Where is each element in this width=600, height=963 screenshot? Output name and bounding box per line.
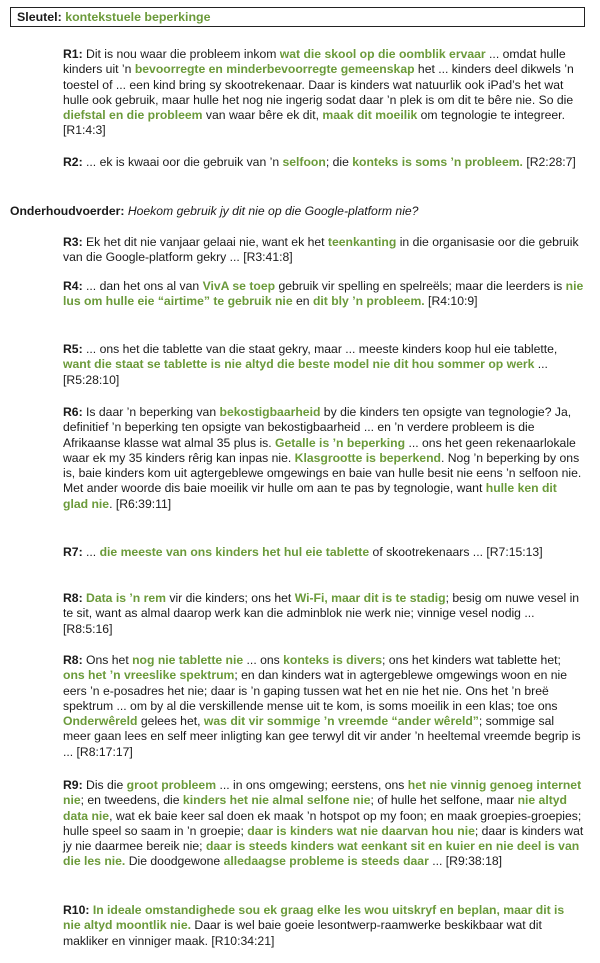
response-id: R1: <box>63 47 83 61</box>
highlighted-phrase: ons het ’n vreeslike spektrum <box>63 668 235 683</box>
response-text: het ... kinders deel dikwels ’n toestel of ... een kind bring sy skootrekenaar. Daar is kinders wat natuurlik ook iPad’s het wat hulle ook gebruik, maar hulle het nog nie ingerig sodat daar ’n plek is om dit te bêre nie. So die <box>63 62 574 107</box>
highlighted-phrase: Getalle is ’n beperking <box>275 435 406 450</box>
highlighted-phrase: het nie vinnig genoeg internet nie <box>63 778 582 808</box>
response-text: . [R6:39:11] <box>109 496 172 511</box>
key-title: kontekstuele beperkinge <box>65 10 211 24</box>
highlighted-phrase: nie altyd data nie <box>63 793 568 823</box>
response-8a <box>63 591 585 637</box>
response-6 <box>63 405 585 512</box>
highlighted-phrase: konteks is divers <box>283 653 383 667</box>
response-id: R6: <box>63 405 83 419</box>
response-text: in die organisasie oor die gebruik van die Google-platform gekry ... [R3:41:8] <box>63 235 579 265</box>
response-text: Ek het dit nie vanjaar gelaai nie, want ek het <box>82 235 328 249</box>
response-text: van waar bêre ek dit, <box>202 108 323 123</box>
highlighted-phrase: In ideale omstandighede sou ek graag elke les wou uitskryf en beplan, maar dit is nie altyd moontlik nie. <box>63 903 565 933</box>
response-text: om tegnologie te integreer. [R1:4:3] <box>63 108 565 138</box>
interviewer-question <box>10 204 590 219</box>
response-id: R10: <box>63 903 90 917</box>
interviewer-question-text: Hoekom gebruik jy dit nie op die Google-platform nie? <box>127 204 419 218</box>
response-id: R8: <box>63 653 83 667</box>
response-1 <box>63 47 585 139</box>
response-id: R7: <box>63 545 83 559</box>
key-label: Sleutel: <box>17 10 62 24</box>
response-text: ... ons <box>243 653 284 667</box>
response-text: en <box>292 294 313 309</box>
key-header-box <box>10 7 585 27</box>
response-text: ; en dan kinders wat in agtergeblewe omgewings woon en nie eers ’n e-posadres het nie; daar is ’n gaping tussen wat het en nie het nie. Ons het ’n breë spektrum ... om by al die verskillende mense uit te kom, is soms moeilik in een klas; toe ons <box>63 668 568 713</box>
response-text: ; die <box>325 155 353 169</box>
response-text: [R2:28:7] <box>522 155 576 169</box>
highlighted-phrase: teenkanting <box>327 235 397 249</box>
response-text: ; ons het kinders wat tablette het; <box>382 653 561 667</box>
response-id: R2: <box>63 155 83 169</box>
highlighted-phrase: daar is steeds kinders wat eenkant sit en kuier en nie deel is van die les nie. <box>63 839 580 869</box>
response-text: , wat ek baie keer sal doen ek maak ’n hotspot op my foon; en maak groepies-groepies; hulle speel so saam in ’n groepie; <box>63 808 582 838</box>
highlighted-phrase: want die staat se tablette is nie altyd die beste model nie dit hou sommer op werk <box>63 357 535 372</box>
highlighted-phrase: konteks is soms ’n probleem. <box>352 155 523 169</box>
response-text: Die doodgewone <box>125 854 224 869</box>
response-text: gelees het, <box>137 714 204 729</box>
response-text: ... ek is kwaai oor die gebruik van ’n <box>82 155 283 169</box>
response-text: ... ons het die tablette van die staat gekry, maar ... meeste kinders koop hul eie tablette, <box>82 342 558 356</box>
response-text: ... dan het ons al van <box>82 279 203 293</box>
response-text: . Nog ’n beperking by ons is, baie kinders kom uit agtergeblewe omgewings en baie van hulle besit nie eens ’n selfoon nie. Met ander woorde dis baie moeilik vir hulle om aan te pas by tegnologie, want <box>63 450 582 496</box>
response-7 <box>63 545 585 560</box>
highlighted-phrase: bekostigbaarheid <box>219 405 321 419</box>
highlighted-phrase: wat die skool op die oomblik ervaar <box>279 47 486 61</box>
highlighted-phrase: nog nie tablette nie <box>132 653 244 667</box>
response-text: [R4:10:9] <box>424 294 478 309</box>
response-text: Is daar ’n beperking van <box>82 405 220 419</box>
highlighted-phrase: VivA se toep <box>202 279 276 293</box>
response-text: Ons het <box>82 653 133 667</box>
highlighted-phrase: die meeste van ons kinders het hul eie tablette <box>99 545 370 559</box>
response-text: ... <box>82 545 100 559</box>
response-3 <box>63 235 585 266</box>
highlighted-phrase: groot probleem <box>126 778 217 792</box>
response-9 <box>63 778 585 870</box>
highlighted-phrase: selfoon <box>282 155 326 169</box>
response-8b <box>63 653 585 760</box>
highlighted-phrase: Data is ’n rem <box>86 591 166 605</box>
response-5 <box>63 342 585 388</box>
response-2 <box>63 155 585 170</box>
highlighted-phrase: diefstal en die probleem <box>63 108 203 123</box>
highlighted-phrase: nie lus om hulle eie “airtime” te gebruik nie <box>63 279 584 309</box>
response-text: ... [R9:38:18] <box>428 854 503 869</box>
highlighted-phrase: maak dit moeilik <box>322 108 418 123</box>
response-text: vir die kinders; ons het <box>165 591 295 605</box>
response-text: Dit is nou waar die probleem inkom <box>82 47 280 61</box>
response-text: ; besig om nuwe vesel in te sit, want as almal daarop werk kan die adminblok nie werk nie; vinnige vesel nodig ... [R8:5:16] <box>63 591 580 636</box>
response-id: R5: <box>63 342 83 356</box>
response-text: Dis die <box>82 778 127 792</box>
response-10 <box>63 903 585 949</box>
highlighted-phrase: hulle ken dit glad nie <box>63 481 557 511</box>
highlighted-phrase: kinders het nie almal selfone nie <box>182 793 371 808</box>
response-text: of skootrekenaars ... [R7:15:13] <box>369 545 543 559</box>
response-id: R9: <box>63 778 83 792</box>
response-text: ; sommige sal meer gaan lees en self meer inligting kan gee terwyl dit vir ander ’n heeltemal vreemde begrip is ... [R8:17:17] <box>63 714 581 759</box>
highlighted-phrase: Wi-Fi, maar dit is te stadig <box>294 591 446 605</box>
response-text: ... [R5:28:10] <box>63 357 548 387</box>
highlighted-phrase: dit bly ’n probleem. <box>312 294 425 309</box>
response-text: ; daar is kinders wat jy nie daarmee bereik nie; <box>63 823 584 854</box>
response-id: R8: <box>63 591 83 605</box>
highlighted-phrase: daar is kinders wat nie daarvan hou nie <box>247 823 475 838</box>
highlighted-phrase: Klasgrootte is beperkend <box>294 450 441 465</box>
response-text: ; of hulle het selfone, maar <box>370 793 518 808</box>
highlighted-phrase: alledaagse probleme is steeds daar <box>223 854 429 869</box>
response-text: ; en tweedens, die <box>80 793 183 808</box>
highlighted-phrase: was dit vir sommige ’n vreemde “ander wêreld” <box>203 714 479 729</box>
interviewer-label: Onderhoudvoerder: <box>10 204 125 218</box>
response-text: ... omdat hulle kinders uit ’n <box>63 47 566 77</box>
response-text: ... in ons omgewing; eerstens, ons <box>216 778 408 792</box>
response-text: ... ons het geen rekenaarlokale waar ek my 35 kinders rêrig kan inpas nie. <box>63 435 576 465</box>
response-id: R3: <box>63 235 83 249</box>
response-text: Daar is wel baie goeie lesontwerp-raamwerke beskikbaar wat dit makliker en vinniger maak. [R10:34:21] <box>63 918 542 948</box>
response-id: R4: <box>63 279 83 293</box>
highlighted-phrase: bevoorregte en minderbevoorregte gemeenskap <box>134 62 415 77</box>
response-4 <box>63 279 585 310</box>
response-text: by die kinders ten opsigte van tegnologie? Ja, definitief ’n beperking ten opsigte van bekostigbaarheid ... en ’n verdere probleem is die Afrikaanse klasse wat almal 35 plus is. <box>63 405 572 450</box>
highlighted-phrase: Onderwêreld <box>63 714 138 729</box>
response-text: gebruik vir spelling en spelreëls; maar die leerders is <box>275 279 566 293</box>
